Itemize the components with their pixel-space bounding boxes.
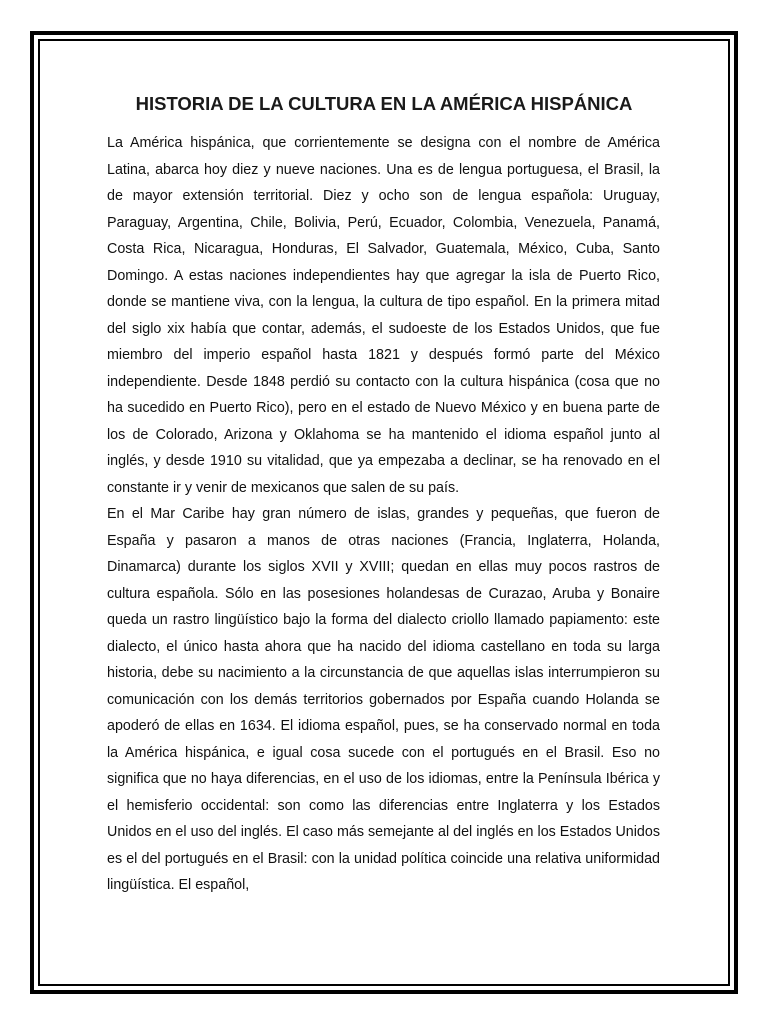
document-title: HISTORIA DE LA CULTURA EN LA AMÉRICA HISPÁNICA [135,93,633,114]
document-body [107,130,660,899]
paragraph-2: En el Mar Caribe hay gran número de islas, grandes y pequeñas, que fueron de España y pasaron a manos de otras naciones (Francia, Inglaterra, Holanda, Dinamarca) durante los siglos XVII y XVIII; quedan en ellas muy pocos rastros de cultura española. Sólo en las posesiones holandesas de Curazao, Aruba y Bonaire queda un rastro lingüístico bajo la forma del dialecto criollo llamado papiamento: este dialecto, el único hasta ahora que ha nacido del idioma castellano en toda su larga historia, debe su nacimiento a la circunstancia de que aquellas islas interrumpieron su comunicación con los demás territorios gobernados por España cuando Holanda se apoderó de ellas en 1634. El idioma español, pues, se ha conservado normal en toda la América hispánica, e igual cosa sucede con el portugués en el Brasil. Eso no significa que no haya diferencias, en el uso de los idiomas, entre la Península Ibérica y el hemisferio occidental: son como las diferencias entre Inglaterra y los Estados Unidos en el uso del inglés. El caso más semejante al del inglés en los Estados Unidos es el del portugués en el Brasil: con la unidad política coincide una relativa uniformidad lingüística. El español, [107,506,660,893]
paragraph-1: La América hispánica, que corrientemente se designa con el nombre de América Latina, abarca hoy diez y nueve naciones. Una es de lengua portuguesa, el Brasil, la de mayor extensión territorial. Diez y ocho son de lengua española: Uruguay, Paraguay, Argentina, Chile, Bolivia, Perú, Ecuador, Colombia, Venezuela, Panamá, Costa Rica, Nicaragua, Honduras, El Salvador, Guatemala, México, Cuba, Santo Domingo. A estas naciones independientes hay que agregar la isla de Puerto Rico, donde se mantiene viva, con la lengua, la cultura de tipo español. En la primera mitad del siglo xix había que contar, además, el sudoeste de los Estados Unidos, que fue miembro del imperio español hasta 1821 y después formó parte del México independiente. Desde 1848 perdió su contacto con la cultura hispánica (cosa que no ha sucedido en Puerto Rico), pero en el estado de Nuevo México y en buena parte de los de Colorado, Arizona y Oklahoma se ha mantenido el idioma español junto al inglés, y desde 1910 su vitalidad, que ya empezaba a declinar, se ha renovado en el constante ir y venir de mexicanos que salen de su país. [107,135,660,496]
